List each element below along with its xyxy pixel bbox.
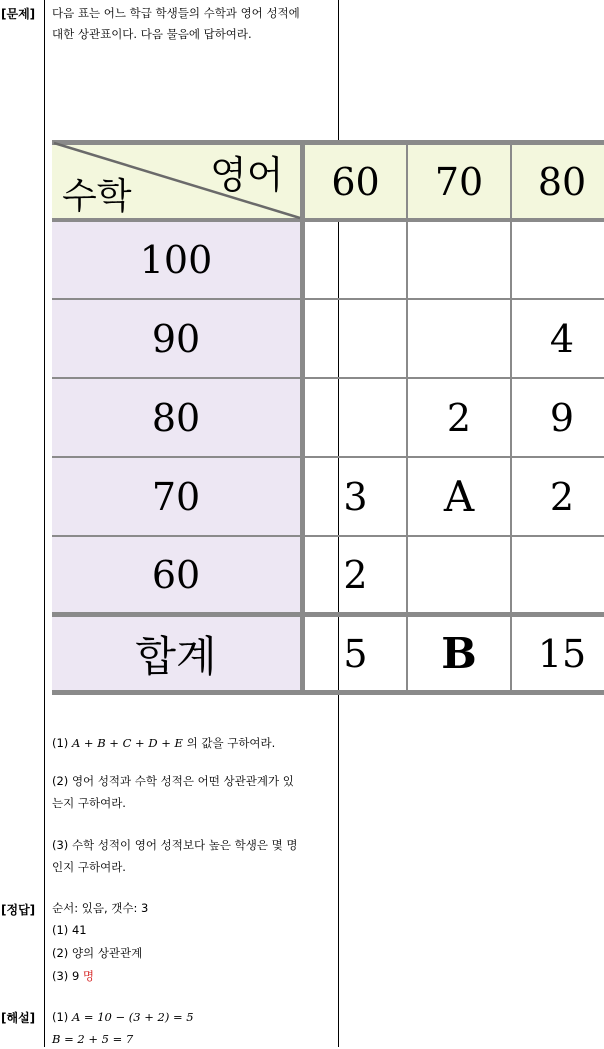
row-label-80: 80 <box>151 395 201 440</box>
corner-label-english: 영어 <box>210 153 284 197</box>
table-cell: 2 <box>343 552 368 597</box>
row-label-total: 합계 <box>135 631 217 681</box>
explanation-label: [해설] <box>1 1011 36 1025</box>
answer-3-unit: 명 <box>82 969 95 983</box>
row-label-70: 70 <box>151 474 201 519</box>
table-cell <box>408 537 510 612</box>
col-header-60: 60 <box>331 159 380 204</box>
table-cell: 9 <box>549 395 575 440</box>
explanation-1-number: (1) <box>52 1010 69 1024</box>
answer-meta: 순서: 있음, 갯수: 3 <box>52 901 149 915</box>
row-label-100: 100 <box>139 238 213 282</box>
answer-2: (2) 양의 상관관계 <box>52 946 143 960</box>
table-cell <box>408 222 510 298</box>
explanation-line1 <box>52 1007 194 1027</box>
problem-text-line2: 대한 상관표이다. 다음 물음에 답하여라. <box>52 27 252 41</box>
col-header-80: 80 <box>537 159 587 204</box>
row-label-90: 90 <box>151 316 201 361</box>
question-1-text: 의 값을 구하여라. <box>182 736 276 750</box>
table-cell: 3 <box>343 474 368 519</box>
question-1-math: A + B + C + D + E <box>71 736 183 750</box>
table-cell: A <box>443 472 475 521</box>
table-cell <box>305 300 406 377</box>
question-3-line2: 인지 구하여라. <box>52 860 126 874</box>
table-cell: B <box>441 629 477 678</box>
answer-label: [정답] <box>1 903 36 917</box>
table-cell: 4 <box>549 316 575 361</box>
corner-label-math: 수학 <box>62 176 132 217</box>
table-cell <box>408 300 510 377</box>
explanation-line2 <box>52 1029 133 1049</box>
table-cell: 15 <box>537 631 587 676</box>
table-cell: 2 <box>549 474 575 519</box>
table-cell <box>305 222 406 298</box>
left-border-line <box>44 0 45 1047</box>
table-cell: 2 <box>446 395 472 440</box>
table-line-bottom <box>52 690 604 695</box>
table-cell: 5 <box>343 631 368 676</box>
question-1-number: (1) <box>52 736 69 750</box>
row-label-60: 60 <box>151 552 201 597</box>
problem-text-line1: 다음 표는 어느 학급 학생들의 수학과 영어 성적에 <box>52 6 300 20</box>
question-2-line1: (2) 영어 성적과 수학 성적은 어떤 상관관계가 있 <box>52 774 294 788</box>
answer-3-value: (3) 9 <box>52 969 83 983</box>
answer-1: (1) 41 <box>52 923 87 937</box>
problem-label: [문제] <box>1 7 36 21</box>
table-cell <box>512 537 604 612</box>
question-2-line2: 는지 구하여라. <box>52 796 126 810</box>
answer-3 <box>52 966 94 986</box>
explanation-1-math: A = 10 − (3 + 2) = 5 <box>71 1010 194 1024</box>
table-cell <box>512 222 604 298</box>
correlation-table <box>52 140 604 695</box>
col-header-70: 70 <box>434 159 484 204</box>
question-3-line1: (3) 수학 성적이 영어 성적보다 높은 학생은 몇 명 <box>52 838 298 852</box>
explanation-2-math: B = 2 + 5 = 7 <box>52 1032 134 1046</box>
table-cell <box>305 379 406 456</box>
question-1 <box>52 733 275 753</box>
